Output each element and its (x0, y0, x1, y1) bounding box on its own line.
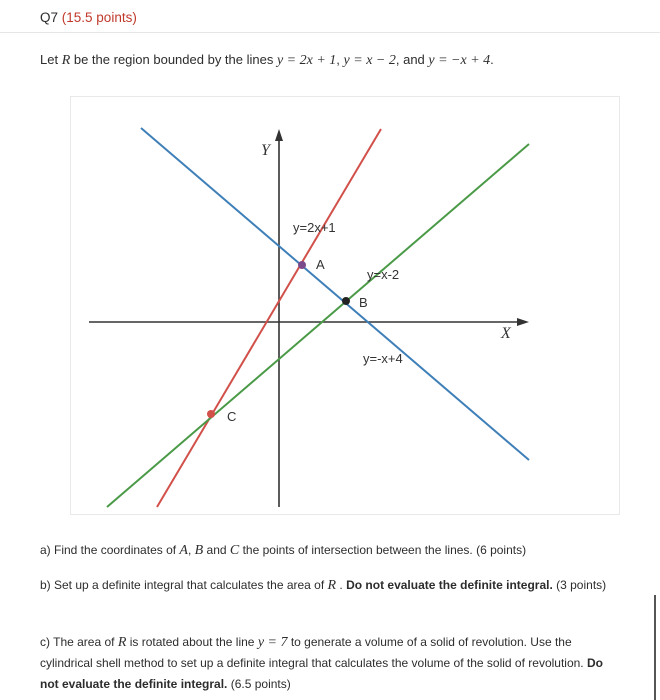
part-c-text: is rotated about the line (126, 635, 258, 649)
header-divider (0, 32, 660, 33)
part-c-text: c) The area of (40, 635, 118, 649)
question-header (40, 10, 137, 25)
part-a-text: a) Find the coordinates of (40, 543, 180, 557)
y-axis-label: Y (261, 142, 270, 159)
point-c-label: C (227, 409, 237, 424)
part-c-text: (6.5 points) (227, 677, 291, 691)
question-prompt (40, 52, 494, 69)
question-points: (15.5 points) (61, 10, 137, 25)
point-c (207, 410, 215, 418)
var-c: C (229, 543, 240, 558)
graph-figure (70, 96, 620, 515)
x-axis-arrow (517, 318, 529, 326)
part-c (40, 632, 620, 695)
point-a-label: A (316, 257, 325, 272)
equation-line3: y = −x + 4 (428, 53, 491, 68)
rotation-line: y = 7 (257, 635, 288, 650)
var-b: B (194, 543, 204, 558)
region-var: R (117, 635, 127, 650)
graph-svg (71, 97, 619, 514)
prompt-text: , (336, 52, 344, 67)
label-green-line: y=x-2 (367, 267, 400, 282)
label-blue-line: y=-x+4 (363, 351, 403, 366)
prompt-text: Let (40, 52, 62, 67)
part-b-text: b) Set up a definite integral that calculates the area of (40, 578, 328, 592)
question-number: Q7 (40, 10, 59, 25)
part-a-text: , (187, 543, 195, 557)
point-a (298, 261, 306, 269)
part-b-emphasis: Do not evaluate the definite integral. (346, 578, 553, 592)
prompt-text: . (490, 52, 494, 67)
scrollbar[interactable] (654, 595, 656, 700)
part-c-text: to generate a volume of a solid of revolution. Use the cylindrical shell method to set up a definite integral that calculates the volume of the solid of revolution. (40, 635, 587, 670)
prompt-text: be the region bounded by the lines (70, 52, 277, 67)
part-a (40, 540, 620, 561)
region-var: R (61, 53, 71, 68)
part-b (40, 575, 620, 596)
line-y-x-minus-2 (107, 144, 529, 507)
x-axis-label: X (501, 325, 511, 342)
prompt-text: , and (395, 52, 429, 67)
point-b (342, 297, 350, 305)
equation-line2: y = x − 2 (343, 53, 396, 68)
point-b-label: B (359, 295, 368, 310)
part-c-emphasis: Do not evaluate the definite integral. (40, 656, 603, 691)
line-y-2x-plus-1 (157, 129, 381, 507)
part-b-text: (3 points) (552, 578, 607, 592)
part-a-text: and (203, 543, 230, 557)
part-b-text: . (336, 578, 347, 592)
line-y-neg-x-plus-4 (141, 128, 529, 460)
label-red-line: y=2x+1 (293, 220, 336, 235)
y-axis-arrow (275, 129, 283, 141)
var-a: A (179, 543, 188, 558)
equation-line1: y = 2x + 1 (276, 53, 337, 68)
part-a-text: the points of intersection between the lines. (6 points) (239, 543, 527, 557)
region-var: R (327, 578, 337, 593)
